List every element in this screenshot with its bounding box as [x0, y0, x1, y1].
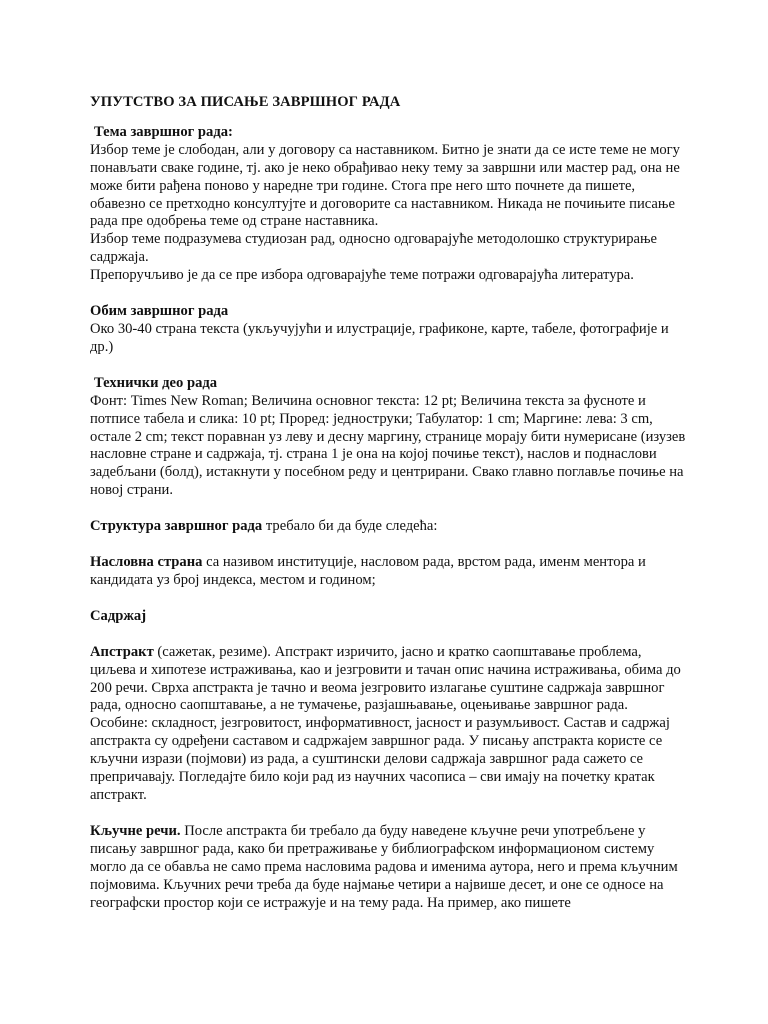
paragraph-structure — [90, 518, 686, 536]
section-keywords — [90, 823, 686, 913]
keywords-text: После апстракта би требало да буду наведене кључне речи употребљене у писању завршног рада, како би претраживање у библиографском информационом систему могло да се обавља не само према насловима радова и именима аутора, него и према кључним појмовима. Кључних речи треба да буде најмање четири а највише десет, и оне се односе на географски простор који се истражује и на тему рада. На пример, ако пишете — [90, 822, 678, 911]
structure-text: требало би да буде следећа: — [262, 518, 438, 535]
paragraph-title-page — [90, 554, 686, 590]
structure-label: Структура завршног рада — [90, 518, 263, 535]
section-topic — [90, 124, 686, 285]
section-abstract — [90, 644, 686, 805]
abstract-label: Апстракт — [90, 643, 154, 660]
document-body — [90, 94, 686, 930]
section-structure — [90, 518, 686, 536]
section-heading-scope: Обим завршног рада — [90, 303, 229, 320]
keywords-label: Кључне речи. — [90, 822, 181, 839]
section-title-page — [90, 554, 686, 590]
paragraph-topic-2: Избор теме подразумева студиозан рад, односно одговарајуће методолошко структурирање садржаја. — [90, 231, 658, 266]
paragraph-abstract — [90, 644, 686, 805]
section-scope — [90, 303, 686, 357]
section-heading-topic: Тема завршног рада: — [94, 123, 233, 140]
paragraph-scope: Око 30-40 страна текста (укључујући и илустрације, графиконе, карте, табеле, фотографије и др.) — [90, 320, 669, 355]
paragraph-technical: Фонт: Times New Roman; Величина основног текста: 12 pt; Величина текста за фусноте и потписе табела и слика: 10 pt; Проред: једноструки; Табулатор: 1 cm; Маргине: лева: 3 cm, остале 2 cm; текст поравнан уз леву и десну маргину, странице морају бити нумерисане (изузев насловне стране и садржаја, тј. страна 1 је она на којој почиње текст), наслов и поднаслови задебљани (болд), истакнути у посебном реду и центрирани. Свако главно поглавље почиње на новој страни. — [90, 392, 686, 499]
title-page-text: са називом институције, насловом рада, врстом рада, именм ментора и кандидата уз број индекса, местом и годином; — [90, 554, 646, 588]
section-technical — [90, 375, 686, 500]
title-page-label: Насловна страна — [90, 554, 203, 571]
paragraph-topic-1: Избор теме је слободан, али у договору са наставником. Битно је знати да се исте теме не могу понављати сваке године, тј. ако је неко обрађивао неку тему за завршни или мастер рад, она не може бити рађена поново у наредне три године. Стога пре него што почнете да пишете, обавезно се претходно консултујте и договорите са наставником. Никада не почињите писање рада пре одобрења теме од стране наставника. — [90, 141, 680, 230]
section-contents — [90, 608, 686, 626]
section-heading-technical: Технички део рада — [94, 374, 218, 391]
document-title: УПУТСТВО ЗА ПИСАЊЕ ЗАВРШНОГ РАДА — [90, 94, 401, 110]
paragraph-keywords — [90, 823, 686, 913]
abstract-text: (сажетак, резиме). Апстракт изричито, јасно и кратко саопштавање проблема, циљева и хипотезе истраживања, као и језгровити и тачан опис начина истраживања, обима до 200 речи. Сврха апстракта је тачно и веома језгровито излагање суштине садржаја завршног рада, односно саопштавање, а не тумачење, разјашњавање, оцењивање завршног рада. Особине: складност, језгровитост, информативност, јасност и разумљивост. Састав и садржај апстракта су одређени саставом и садржајем завршног рада. У писању апстракта користе се кључни изрази (појмови) из рада, а суштински делови садржаја завршног рада сажето се препричавају. Погледајте било који рад из научних часописа – сви имају на почетку кратак апстракт. — [90, 643, 681, 803]
paragraph-topic-3: Препоручљиво је да се пре избора одговарајуће теме потражи одговарајућа литература. — [90, 267, 634, 284]
section-heading-contents: Садржај — [90, 607, 147, 624]
